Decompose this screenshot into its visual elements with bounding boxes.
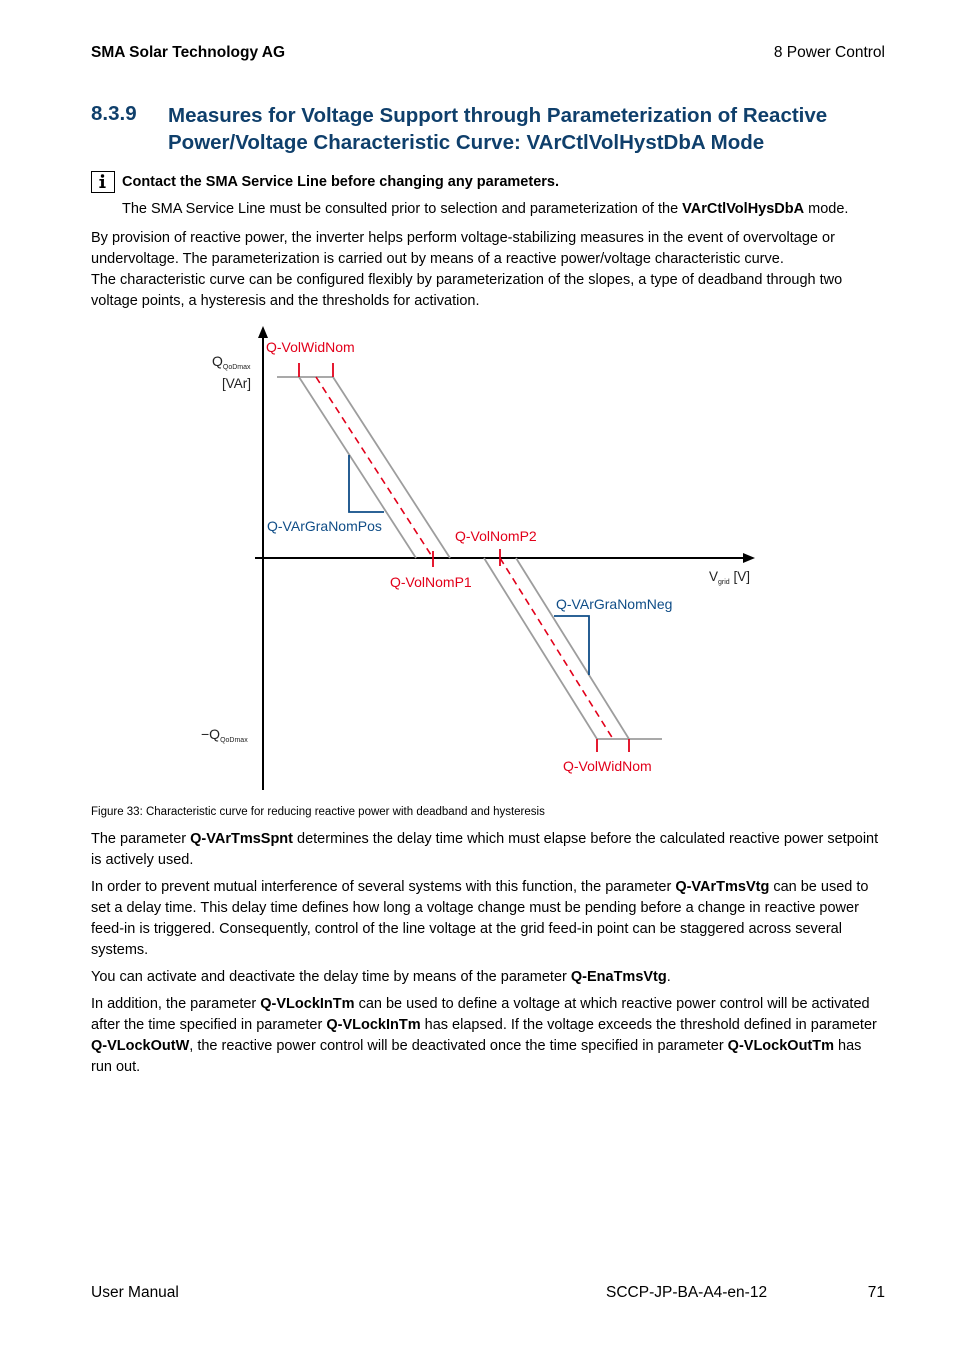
paragraph-delay-spnt: The parameter Q-VArTmsSpnt determines the delay time which must elapse before the calculated reactive power setpoint is actively used. — [91, 831, 879, 868]
intro-paragraph-1: By provision of reactive power, the inverter helps perform voltage-stabilizing measures in the event of overvoltage or undervoltage. The parameterization is carried out by means of a reactive power/voltage characteristic curve. — [91, 230, 835, 267]
lower-center-line — [500, 558, 613, 739]
y-axis-unit: [VAr] — [222, 376, 252, 391]
paragraph-lock-in-out: In addition, the parameter Q-VLockInTm can be used to define a voltage at which reactive power control will be activated after the time specified in parameter Q-VLockInTm has elapsed. If the voltage exceeds the threshold defined in parameter Q-VLockOutW, the reactive power control will be deactivated once the time specified in parameter Q-VLockOutTm has run out. — [91, 996, 877, 1075]
label-volnomp2: Q-VolNomP2 — [455, 528, 537, 544]
label-volwidnom-top: Q-VolWidNom — [266, 339, 355, 355]
y-axis-label: $Q_{QoDmax}$ — [212, 353, 251, 371]
paragraph-enable-delay: You can activate and deactivate the delay time by means of the parameter Q-EnaTmsVtg. — [91, 969, 671, 985]
label-vargranomneg: Q-VArGraNomNeg — [556, 596, 673, 612]
header-chapter: 8 Power Control — [773, 44, 885, 61]
figure-caption: Figure 33: Characteristic curve for reducing reactive power with deadband and hysteresis — [91, 806, 545, 818]
label-volnomp1: Q-VolNomP1 — [390, 574, 472, 590]
x-axis-arrow — [743, 553, 755, 563]
x-axis-label: $V_{grid}$ [V] — [709, 569, 750, 586]
y-neg-label: $-Q_{QoDmax}$ — [201, 726, 248, 744]
header-company: SMA Solar Technology AG — [91, 44, 286, 61]
notice-body: The SMA Service Line must be consulted prior to selection and parameterization of the VArCtlVolHysDbA mode. — [122, 201, 849, 217]
notice-heading: Contact the SMA Service Line before changing any parameters. — [122, 174, 559, 190]
label-volwidnom-bottom: Q-VolWidNom — [563, 758, 652, 774]
label-vargranompos: Q-VArGraNomPos — [267, 518, 382, 534]
intro-paragraph-2: The characteristic curve can be configured flexibly by parameterization of the slopes, a type of deadband through two voltage points, a hysteresis and the thresholds for activation. — [91, 272, 843, 309]
lower-hysteresis-band — [484, 558, 662, 739]
section-title: Measures for Voltage Support through Parameterization of Reactive Power/Voltage Characteristic Curve: VArCtlVolHystDbA Mode — [168, 104, 828, 154]
footer-doc-id: SCCP-JP-BA-A4-en-12 — [606, 1284, 768, 1301]
footer-manual-type: User Manual — [91, 1284, 179, 1301]
y-axis-arrow — [258, 326, 268, 338]
paragraph-delay-vtg: In order to prevent mutual interference of several systems with this function, the parameter Q-VArTmsVtg can be used to set a delay time. This delay time defines how long a voltage change must be pending before a change in reactive power feed-in is triggered. Consequently, control of the line voltage at the grid feed-in point can be staggered across several systems. — [91, 879, 869, 958]
footer-page-number: 71 — [867, 1284, 885, 1301]
section-number: 8.3.9 — [91, 102, 137, 125]
